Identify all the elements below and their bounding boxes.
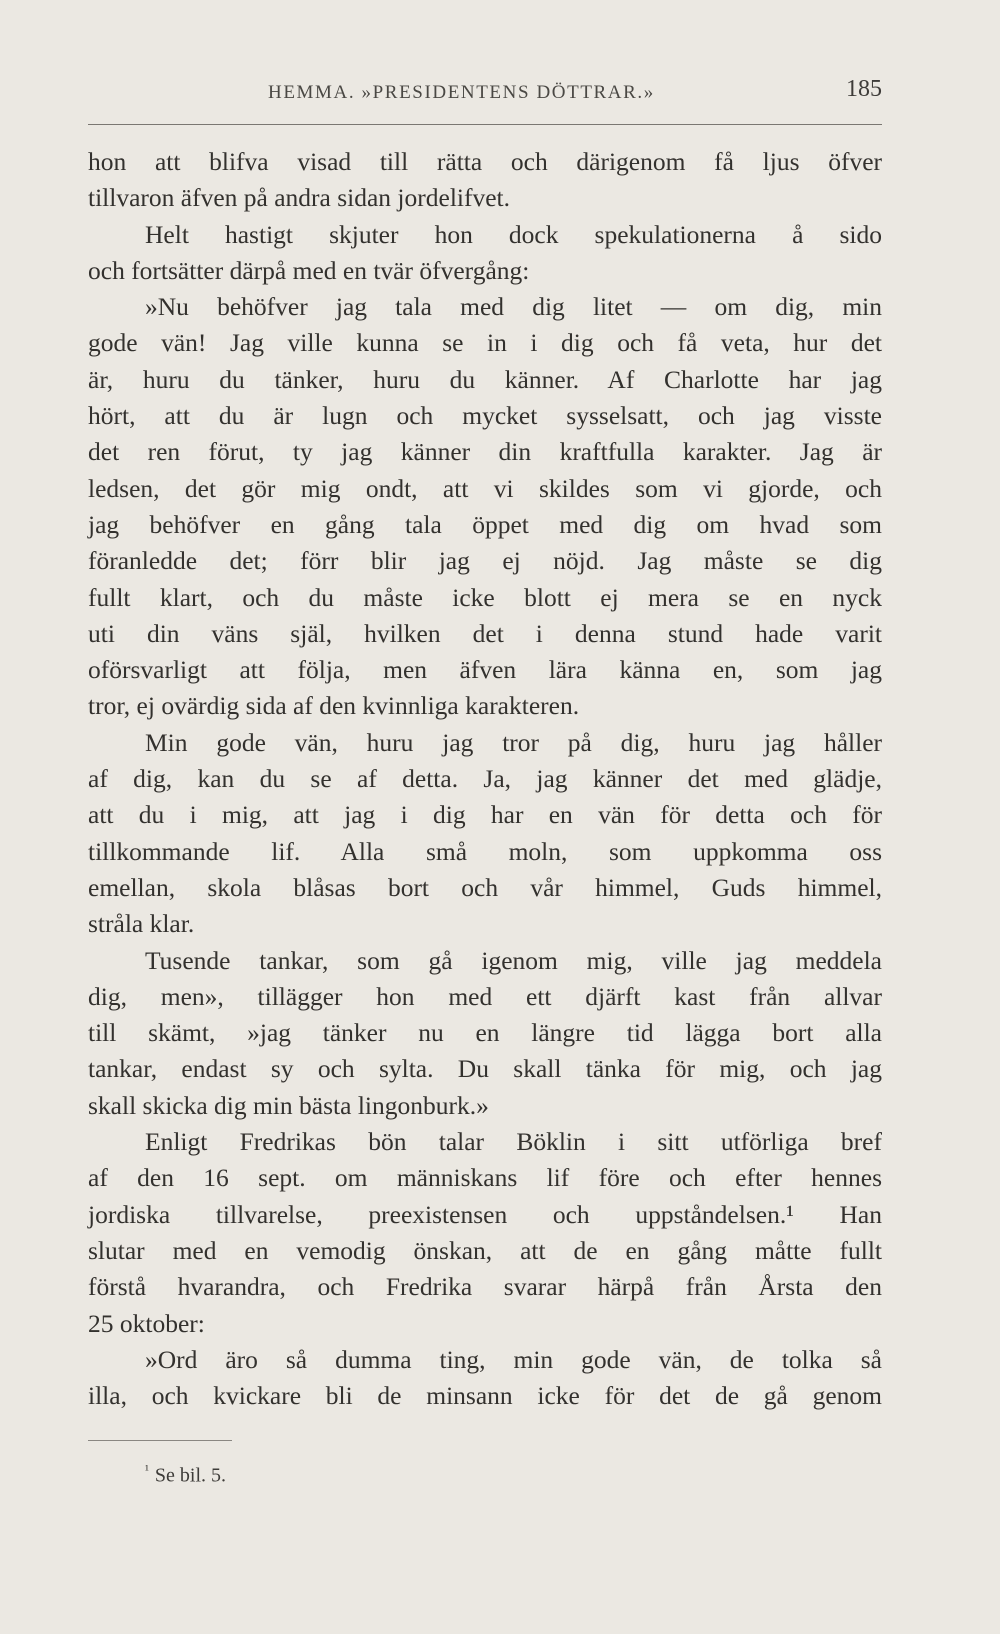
text-line: jag behöfver en gång tala öppet med dig om hvad som bbox=[88, 509, 882, 539]
text-line: skall skicka dig min bästa lingonburk.» bbox=[88, 1090, 489, 1120]
text-line: Helt hastigt skjuter hon dock spekulationerna å sido bbox=[145, 219, 882, 249]
text-line: jordiska tillvarelse, preexistensen och uppståndelsen.¹ Han bbox=[88, 1199, 882, 1229]
header-rule bbox=[88, 124, 882, 125]
text-line: tror, ej ovärdig sida af den kvinnliga karakteren. bbox=[88, 691, 580, 721]
text-line: stråla klar. bbox=[88, 909, 195, 939]
text-line: till skämt, »jag tänker nu en längre tid lägga bort alla bbox=[88, 1018, 882, 1048]
text-line: oförsvarligt att följa, men äfven lära känna en, som jag bbox=[88, 655, 882, 685]
text-line: det ren förut, ty jag känner din kraftfulla karakter. Jag är bbox=[88, 437, 882, 467]
text-line: att du i mig, att jag i dig har en vän för detta och för bbox=[88, 800, 882, 830]
text-line: hört, att du är lugn och mycket sysselsatt, och jag visste bbox=[88, 401, 882, 431]
text-line: och fortsätter därpå med en tvär öfvergång: bbox=[88, 255, 530, 285]
running-title: HEMMA. »PRESIDENTENS DÖTTRAR.» bbox=[268, 82, 655, 103]
footnote-rule bbox=[88, 1440, 232, 1441]
text-line: illa, och kvickare bli de minsann icke för det de gå genom bbox=[88, 1381, 882, 1411]
page-header bbox=[88, 76, 882, 116]
footnote bbox=[145, 1462, 226, 1488]
body-text bbox=[88, 144, 882, 1414]
text-line: gode vän! Jag ville kunna se in i dig och få veta, hur det bbox=[88, 328, 882, 358]
page-number: 185 bbox=[846, 76, 882, 102]
text-line: tankar, endast sy och sylta. Du skall tänka för mig, och jag bbox=[88, 1054, 882, 1084]
text-line: förstå hvarandra, och Fredrika svarar härpå från Årsta den bbox=[88, 1272, 882, 1302]
text-line: tillkommande lif. Alla små moln, som uppkomma oss bbox=[88, 836, 882, 866]
text-line: af dig, kan du se af detta. Ja, jag känner det med glädje, bbox=[88, 764, 882, 794]
footnote-text: Se bil. 5. bbox=[154, 1464, 227, 1487]
footnote-marker: ¹ bbox=[145, 1462, 149, 1477]
text-line: af den 16 sept. om människans lif före och efter hennes bbox=[88, 1163, 882, 1193]
text-line: uti din väns själ, hvilken det i denna stund hade varit bbox=[88, 618, 882, 648]
text-line: hon att blifva visad till rätta och därigenom få ljus öfver bbox=[88, 147, 882, 176]
text-line: Min gode vän, huru jag tror på dig, huru jag håller bbox=[145, 727, 882, 757]
text-line: Tusende tankar, som gå igenom mig, ville jag meddela bbox=[145, 945, 882, 975]
text-line: ledsen, det gör mig ondt, att vi skildes som vi gjorde, och bbox=[88, 473, 882, 503]
text-line: emellan, skola blåsas bort och vår himmel, Guds himmel, bbox=[88, 872, 882, 902]
text-line: Enligt Fredrikas bön talar Böklin i sitt utförliga bref bbox=[145, 1127, 882, 1157]
text-line: 25 oktober: bbox=[88, 1308, 205, 1338]
text-line: »Nu behöfver jag tala med dig litet — om dig, min bbox=[145, 292, 882, 322]
text-line: tillvaron äfven på andra sidan jordelifvet. bbox=[88, 183, 511, 213]
text-line: föranledde det; förr blir jag ej nöjd. Jag måste se dig bbox=[88, 546, 882, 576]
text-line: slutar med en vemodig önskan, att de en gång måtte fullt bbox=[88, 1235, 882, 1265]
text-line: är, huru du tänker, huru du känner. Af Charlotte har jag bbox=[88, 364, 882, 394]
text-line: »Ord äro så dumma ting, min gode vän, de tolka så bbox=[145, 1344, 882, 1374]
text-line: fullt klart, och du måste icke blott ej mera se en nyck bbox=[88, 582, 882, 612]
text-line: dig, men», tillägger hon med ett djärft kast från allvar bbox=[88, 981, 882, 1011]
